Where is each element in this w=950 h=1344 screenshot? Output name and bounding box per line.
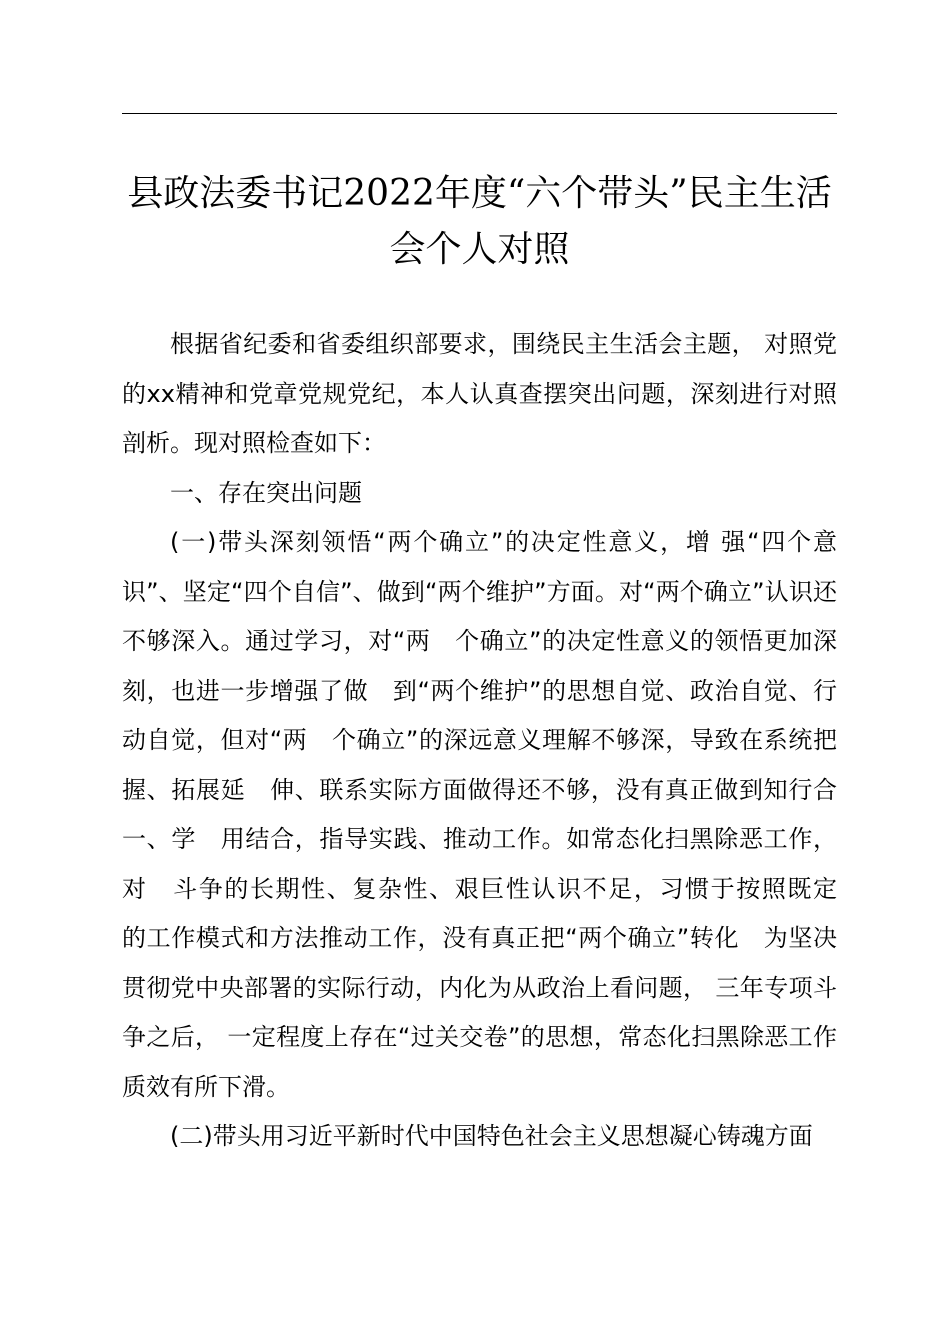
intro-paragraph: 根据省纪委和省委组织部要求，围绕民主生活会主题， 对照党的xx精神和党章党规党纪，本人认真查摆突出问题，深刻进行对照剖析。现对照检查如下： [122, 330, 837, 457]
document-title [122, 166, 837, 278]
subsection-2-heading: (二)带头用习近平新时代中国特色社会主义思想凝心铸魂方面 [170, 1122, 813, 1150]
subsection-1-paragraph: (一)带头深刻领悟“两个确立”的决定性意义，增 强“四个意识”、坚定“四个自信”、做到“两个维护”方面。对“两个确立”认识还不够深入。通过学习，对“两 个确立”的决定性意义的领悟更加深刻，也进一步增强了做 到“两个维护”的思想自觉、政治自觉、行动自觉，但对“两 个确立”的深远意义理解不够深，导致在系统把握、拓展延 伸、联系实际方面做得还不够，没有真正做到知行合一、学 用结合，指导实践、推动工作。如常态化扫黑除恶工作，对 斗争的长期性、复杂性、艰巨性认识不足，习惯于按照既定 的工作模式和方法推动工作，没有真正把“两个确立”转化 为坚决贯彻党中央部署的实际行动，内化为从政治上看问题， 三年专项斗争之后， 一定程度上存在“过关交卷”的思想，常态化扫黑除恶工作质效有所下滑。 [122, 528, 861, 1101]
title-line-1: 县政法委书记2022年度“六个带头”民主生活 [127, 173, 832, 214]
section-heading: 一、存在突出问题 [170, 478, 362, 507]
document-body [122, 320, 861, 1162]
title-line-2: 会个人对照 [389, 229, 570, 270]
header-rule [122, 113, 837, 114]
